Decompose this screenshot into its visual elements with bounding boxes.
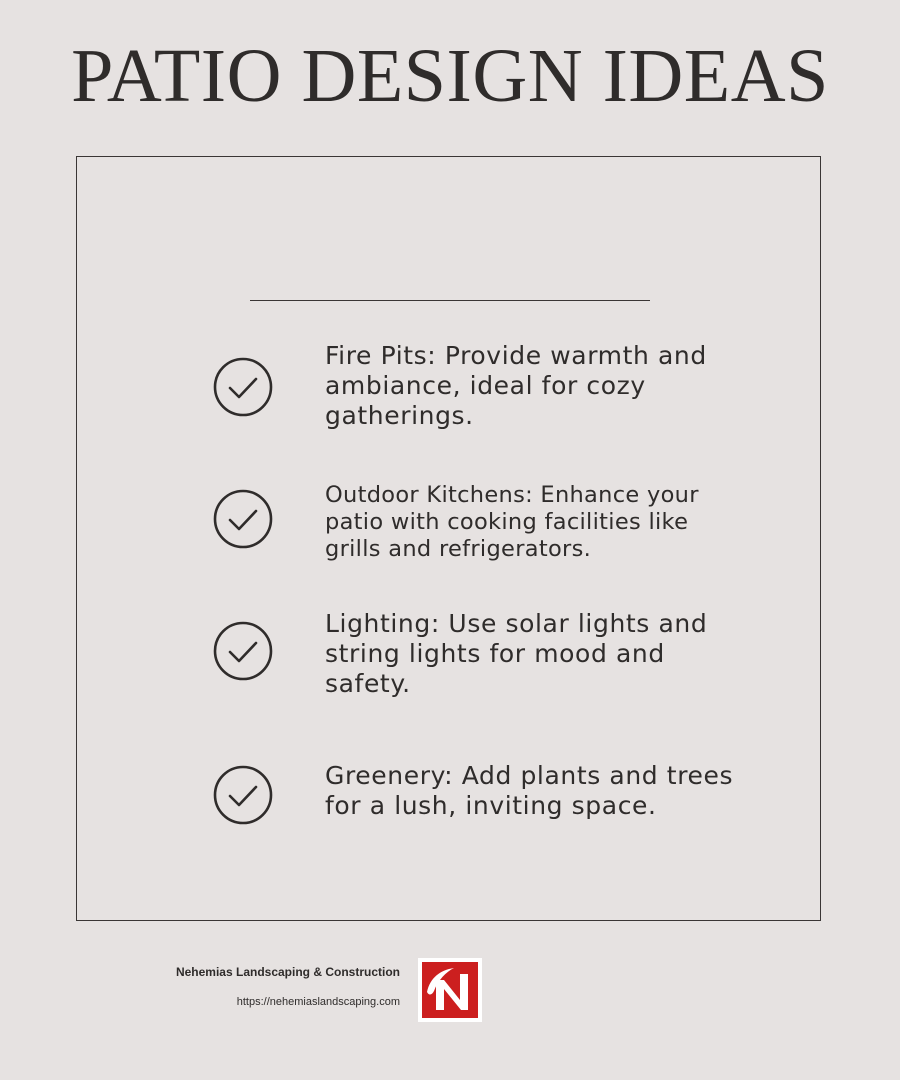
check-circle-icon — [213, 621, 273, 681]
list-item-text: Outdoor Kitchens: Enhance your patio with cooking facilities like grills and refrigerators. — [325, 482, 699, 562]
divider-line — [250, 300, 650, 301]
company-name: Nehemias Landscaping & Construction — [175, 965, 400, 979]
list-item-text: Lighting: Use solar lights and string lights for mood and safety. — [325, 609, 708, 698]
list-item-text: Fire Pits: Provide warmth and ambiance, ideal for cozy gatherings. — [325, 341, 707, 430]
check-circle-icon — [213, 357, 273, 417]
check-circle-icon — [213, 765, 273, 825]
list-item-text: Greenery: Add plants and trees for a lush, inviting space. — [325, 761, 734, 820]
company-url-link[interactable]: https://nehemiaslandscaping.com — [236, 996, 400, 1008]
page-title: PATIO DESIGN IDEAS — [71, 34, 829, 118]
check-circle-icon — [213, 489, 273, 549]
nehemias-n-logo-icon — [418, 958, 482, 1022]
